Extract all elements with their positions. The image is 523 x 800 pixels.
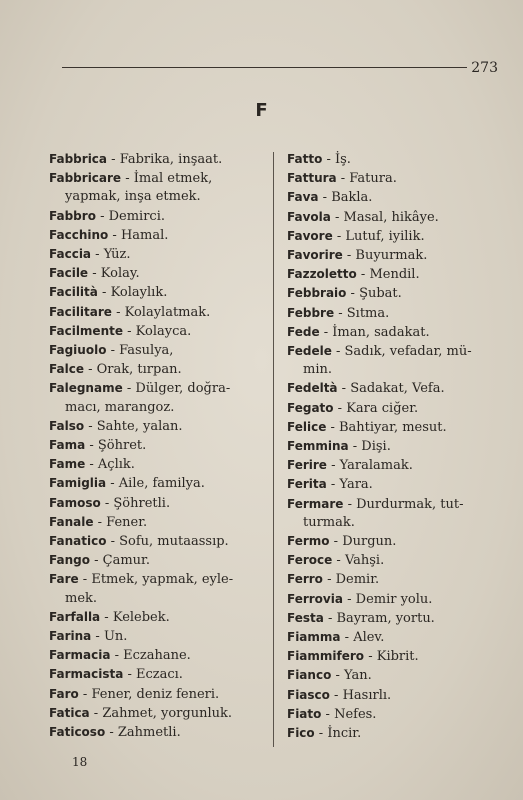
- dictionary-entry: [49, 455, 267, 474]
- dictionary-entry: [49, 303, 267, 322]
- entry-definition: Açlık.: [97, 457, 135, 473]
- entry-separator: -: [123, 667, 136, 683]
- entry-definition: Kolaylatmak.: [124, 304, 211, 320]
- entry-headword: Ferro: [287, 572, 323, 587]
- entry-headword: Feroce: [287, 553, 333, 568]
- entry-separator: -: [364, 649, 377, 665]
- dictionary-entry: [287, 475, 497, 494]
- entry-continuation: min.: [303, 362, 332, 378]
- entry-headword: Farfalla: [49, 609, 101, 624]
- entry-separator: -: [105, 725, 118, 741]
- entry-headword: Fico: [287, 726, 315, 741]
- entry-separator: -: [331, 344, 345, 360]
- entry-headword: Faticoso: [49, 725, 106, 740]
- entry-definition: Alev.: [353, 630, 385, 646]
- dictionary-entry: [49, 360, 267, 379]
- entry-headword: Fatica: [49, 705, 90, 720]
- entry-separator: -: [121, 171, 134, 187]
- entry-definition: Durgun.: [342, 534, 397, 550]
- entry-separator: -: [348, 439, 362, 455]
- entry-headword: Faro: [49, 686, 79, 701]
- entry-headword: Farmacia: [49, 648, 111, 663]
- entry-headword: Facilità: [49, 285, 98, 300]
- entry-headword: Favorire: [287, 248, 343, 263]
- dictionary-entry: [49, 723, 267, 742]
- dictionary-entry: [287, 379, 497, 398]
- dictionary-entry: [49, 570, 267, 607]
- dictionary-entry: [49, 283, 267, 302]
- dictionary-entry: [287, 246, 497, 265]
- entry-headword: Fede: [287, 324, 320, 339]
- entry-definition: Yaralamak.: [339, 458, 413, 474]
- entry-headword: Falce: [49, 362, 84, 377]
- entry-headword: Fare: [49, 572, 79, 587]
- entry-headword: Facile: [49, 266, 89, 281]
- dictionary-entry: [49, 207, 267, 226]
- entry-headword: Fabbro: [49, 208, 96, 223]
- entry-definition: Lutuf, iyilik.: [345, 228, 425, 244]
- entry-definition: Şubat.: [359, 286, 402, 302]
- entry-definition: İmal etmek,: [133, 171, 213, 187]
- entry-definition: Demirci.: [108, 208, 165, 224]
- entry-headword: Facilmente: [49, 323, 123, 338]
- column-divider: [273, 152, 274, 747]
- entry-definition: Demir.: [335, 572, 380, 588]
- entry-definition: Fener, deniz feneri.: [91, 686, 220, 702]
- entry-headword: Fango: [49, 553, 90, 568]
- entry-separator: -: [322, 152, 335, 167]
- entry-separator: -: [330, 209, 344, 225]
- entry-headword: Fanale: [49, 514, 94, 529]
- entry-definition: Hamal.: [120, 227, 169, 243]
- entry-headword: Famoso: [49, 495, 101, 510]
- entry-separator: -: [100, 609, 113, 625]
- entry-headword: Femmina: [287, 439, 349, 454]
- entry-definition: Kara ciğer.: [346, 400, 419, 416]
- entry-definition: Sıtma.: [346, 305, 390, 321]
- dictionary-entry: [287, 609, 497, 628]
- dictionary-entry: [49, 436, 267, 455]
- entry-separator: -: [97, 285, 111, 301]
- dictionary-entry: [49, 551, 267, 570]
- entry-definition: Aile, familya.: [118, 476, 205, 492]
- entry-headword: Fermo: [287, 534, 330, 549]
- entry-definition: Şöhretli.: [113, 495, 171, 511]
- entry-continuation: mek.: [65, 590, 98, 606]
- entry-definition: İman, sadakat.: [332, 324, 430, 340]
- entry-headword: Festa: [287, 610, 324, 625]
- dictionary-entry: [287, 705, 497, 724]
- dictionary-entry: [49, 665, 267, 684]
- dictionary-entry: [49, 627, 267, 646]
- entry-separator: -: [314, 726, 328, 742]
- entry-definition: İş.: [334, 152, 351, 167]
- entry-headword: Febbraio: [287, 286, 347, 301]
- dictionary-entry: [287, 495, 497, 532]
- dictionary-entry: [287, 456, 497, 475]
- dictionary-entry: [287, 323, 497, 342]
- entry-separator: -: [326, 419, 339, 435]
- entry-definition: Bakla.: [331, 190, 373, 206]
- entry-definition: Yüz.: [103, 247, 131, 263]
- entry-definition: Kolay.: [100, 266, 140, 282]
- entry-definition: Hasırlı.: [342, 687, 392, 703]
- entry-separator: -: [84, 418, 97, 434]
- entry-headword: Falegname: [49, 381, 123, 396]
- entry-separator: -: [106, 476, 119, 492]
- entry-definition: Bahtiyar, mesut.: [339, 419, 447, 435]
- entry-definition: Durdurmak, tut-: [356, 496, 464, 512]
- dictionary-entry: [287, 284, 497, 303]
- dictionary-entry: [287, 342, 497, 379]
- entry-separator: -: [95, 208, 109, 224]
- entry-headword: Fame: [49, 457, 86, 472]
- entry-headword: Fedeltà: [287, 381, 338, 396]
- dictionary-entry: [287, 532, 497, 551]
- signature-number: 18: [72, 755, 88, 769]
- entry-separator: -: [78, 686, 92, 702]
- dictionary-entry: [49, 646, 267, 665]
- entry-separator: -: [326, 458, 340, 474]
- entry-definition: Dülger, doğra-: [135, 381, 231, 397]
- entry-separator: -: [342, 591, 356, 607]
- entry-definition: Sadakat, Vefa.: [350, 381, 445, 397]
- dictionary-entry: [49, 474, 267, 493]
- entry-definition: Kibrit.: [376, 649, 419, 665]
- entry-headword: Febbre: [287, 305, 335, 320]
- dictionary-entry: [49, 513, 267, 532]
- dictionary-entry: [287, 150, 497, 169]
- entry-headword: Fermare: [287, 496, 344, 511]
- entry-separator: -: [78, 572, 92, 588]
- entry-definition: Kolaylık.: [110, 285, 168, 301]
- entry-continuation: turmak.: [303, 514, 355, 530]
- entry-separator: -: [326, 477, 340, 493]
- entry-headword: Fiamma: [287, 630, 341, 645]
- entry-continuation: yapmak, inşa etmek.: [65, 189, 201, 205]
- entry-headword: Fanatico: [49, 534, 107, 549]
- dictionary-entry: [49, 704, 267, 723]
- entry-headword: Fazzoletto: [287, 267, 357, 282]
- entry-separator: -: [89, 705, 103, 721]
- entry-definition: Sofu, mutaassıp.: [119, 534, 229, 550]
- entry-separator: -: [323, 610, 337, 626]
- dictionary-entry: [49, 417, 267, 436]
- entry-definition: Sadık, vefadar, mü-: [344, 344, 472, 360]
- dictionary-entry: [287, 551, 497, 570]
- entry-headword: Farina: [49, 629, 92, 644]
- entry-separator: -: [107, 152, 120, 167]
- entry-headword: Fama: [49, 438, 86, 453]
- dictionary-entry: [287, 724, 497, 743]
- dictionary-entry: [287, 647, 497, 666]
- dictionary-entry: [287, 227, 497, 246]
- dictionary-entry: [287, 590, 497, 609]
- entry-continuation: macı, marangoz.: [65, 399, 175, 415]
- entry-separator: -: [318, 190, 332, 206]
- dictionary-entry: [49, 322, 267, 341]
- section-letter: F: [255, 100, 268, 121]
- entry-headword: Fianco: [287, 668, 332, 683]
- entry-headword: Fattura: [287, 171, 337, 186]
- dictionary-entry: [287, 304, 497, 323]
- entry-definition: Eczacı.: [136, 667, 183, 683]
- dictionary-entry: [49, 264, 267, 283]
- entry-separator: -: [111, 304, 125, 320]
- dictionary-entry: [287, 169, 497, 188]
- entry-headword: Felice: [287, 419, 327, 434]
- entry-separator: -: [336, 171, 350, 187]
- dictionary-entry: [49, 341, 267, 360]
- dictionary-entry: [287, 437, 497, 456]
- entry-definition: Şöhret.: [97, 438, 147, 454]
- dictionary-entry: [287, 686, 497, 705]
- dictionary-entry: [287, 666, 497, 685]
- page-number: 273: [471, 60, 498, 76]
- entry-separator: -: [85, 438, 98, 454]
- entry-definition: Kolayca.: [135, 323, 192, 339]
- dictionary-entry: [287, 265, 497, 284]
- entry-definition: Fatura.: [349, 171, 397, 187]
- entry-headword: Fegato: [287, 400, 334, 415]
- dictionary-entry: [49, 494, 267, 513]
- entry-definition: Buyurmak.: [355, 248, 428, 264]
- entry-definition: Mendil.: [369, 267, 420, 283]
- dictionary-entry: [49, 685, 267, 704]
- entry-headword: Ferire: [287, 458, 327, 473]
- entry-headword: Falso: [49, 418, 85, 433]
- dictionary-entry: [287, 628, 497, 647]
- entry-definition: Fabrika, inşaat.: [119, 152, 223, 167]
- right-column: [287, 150, 497, 743]
- entry-separator: -: [106, 534, 120, 550]
- entry-definition: Etmek, yapmak, eyle-: [91, 572, 234, 588]
- entry-separator: -: [100, 495, 114, 511]
- entry-separator: -: [319, 324, 333, 340]
- entry-definition: Kelebek.: [112, 609, 170, 625]
- entry-definition: Dişi.: [361, 439, 391, 455]
- entry-headword: Fabbrica: [49, 152, 108, 166]
- entry-headword: Famiglia: [49, 476, 107, 491]
- entry-headword: Fagiuolo: [49, 343, 107, 358]
- entry-separator: -: [110, 648, 124, 664]
- entry-definition: Fener.: [106, 514, 148, 530]
- entry-definition: Fasulya,: [119, 343, 174, 359]
- dictionary-entry: [49, 608, 267, 627]
- entry-headword: Fedele: [287, 344, 332, 359]
- entry-separator: -: [332, 553, 345, 569]
- entry-definition: Orak, tırpan.: [96, 362, 182, 378]
- dictionary-entry: [49, 532, 267, 551]
- entry-separator: -: [329, 687, 343, 703]
- entry-headword: Facilitare: [49, 304, 112, 319]
- entry-definition: Un.: [103, 629, 128, 645]
- entry-separator: -: [93, 514, 107, 530]
- entry-separator: -: [332, 228, 346, 244]
- entry-headword: Fiammifero: [287, 649, 365, 664]
- entry-definition: Nefes.: [334, 706, 377, 722]
- entry-definition: Zahmetli.: [117, 725, 181, 741]
- entry-separator: -: [356, 267, 370, 283]
- entry-separator: -: [346, 286, 360, 302]
- entry-definition: Vahşi.: [344, 553, 385, 569]
- entry-separator: -: [83, 362, 97, 378]
- dictionary-entry: [49, 245, 267, 264]
- entry-separator: -: [342, 248, 356, 264]
- dictionary-entry: [287, 418, 497, 437]
- entry-headword: Fatto: [287, 152, 323, 166]
- entry-separator: -: [123, 323, 136, 339]
- entry-headword: Faccia: [49, 247, 92, 262]
- entry-headword: Fabbricare: [49, 171, 122, 186]
- entry-separator: -: [106, 343, 120, 359]
- entry-separator: -: [329, 534, 343, 550]
- dictionary-entry: [49, 379, 267, 416]
- entry-separator: -: [340, 630, 354, 646]
- entry-separator: -: [337, 381, 351, 397]
- header-rule: [62, 67, 467, 68]
- entry-headword: Farmacista: [49, 667, 124, 682]
- entry-separator: -: [333, 400, 347, 416]
- dictionary-entry: [49, 169, 267, 206]
- dictionary-entry: [49, 226, 267, 245]
- entry-separator: -: [88, 266, 101, 282]
- left-column: [49, 150, 267, 742]
- dictionary-entry: [49, 150, 267, 169]
- entry-definition: Yara.: [339, 477, 373, 493]
- entry-headword: Favore: [287, 228, 333, 243]
- entry-headword: Fava: [287, 190, 319, 205]
- entry-separator: -: [91, 247, 104, 263]
- entry-definition: Sahte, yalan.: [96, 418, 183, 434]
- entry-separator: -: [91, 629, 104, 645]
- dictionary-entry: [287, 188, 497, 207]
- dictionary-entry: [287, 399, 497, 418]
- entry-definition: Yan.: [343, 668, 372, 684]
- entry-separator: -: [108, 227, 121, 243]
- entry-separator: -: [322, 572, 336, 588]
- entry-headword: Facchino: [49, 227, 109, 242]
- entry-separator: -: [334, 305, 347, 321]
- entry-definition: Eczahane.: [123, 648, 191, 664]
- dictionary-entry: [287, 208, 497, 227]
- entry-headword: Fiasco: [287, 687, 330, 702]
- entry-separator: -: [321, 706, 335, 722]
- entry-separator: -: [89, 553, 103, 569]
- entry-headword: Favola: [287, 209, 331, 224]
- entry-separator: -: [122, 381, 136, 397]
- entry-separator: -: [85, 457, 98, 473]
- dictionary-entry: [287, 570, 497, 589]
- entry-separator: -: [343, 496, 357, 512]
- entry-headword: Ferita: [287, 477, 327, 492]
- entry-definition: Bayram, yortu.: [336, 610, 435, 626]
- entry-definition: Zahmet, yorgunluk.: [102, 705, 232, 721]
- entry-definition: İncir.: [327, 726, 362, 742]
- entry-definition: Çamur.: [102, 553, 150, 569]
- entry-definition: Demir yolu.: [355, 591, 433, 607]
- entry-headword: Ferrovia: [287, 591, 343, 606]
- entry-definition: Masal, hikâye.: [343, 209, 439, 225]
- entry-headword: Fiato: [287, 706, 322, 721]
- entry-separator: -: [331, 668, 344, 684]
